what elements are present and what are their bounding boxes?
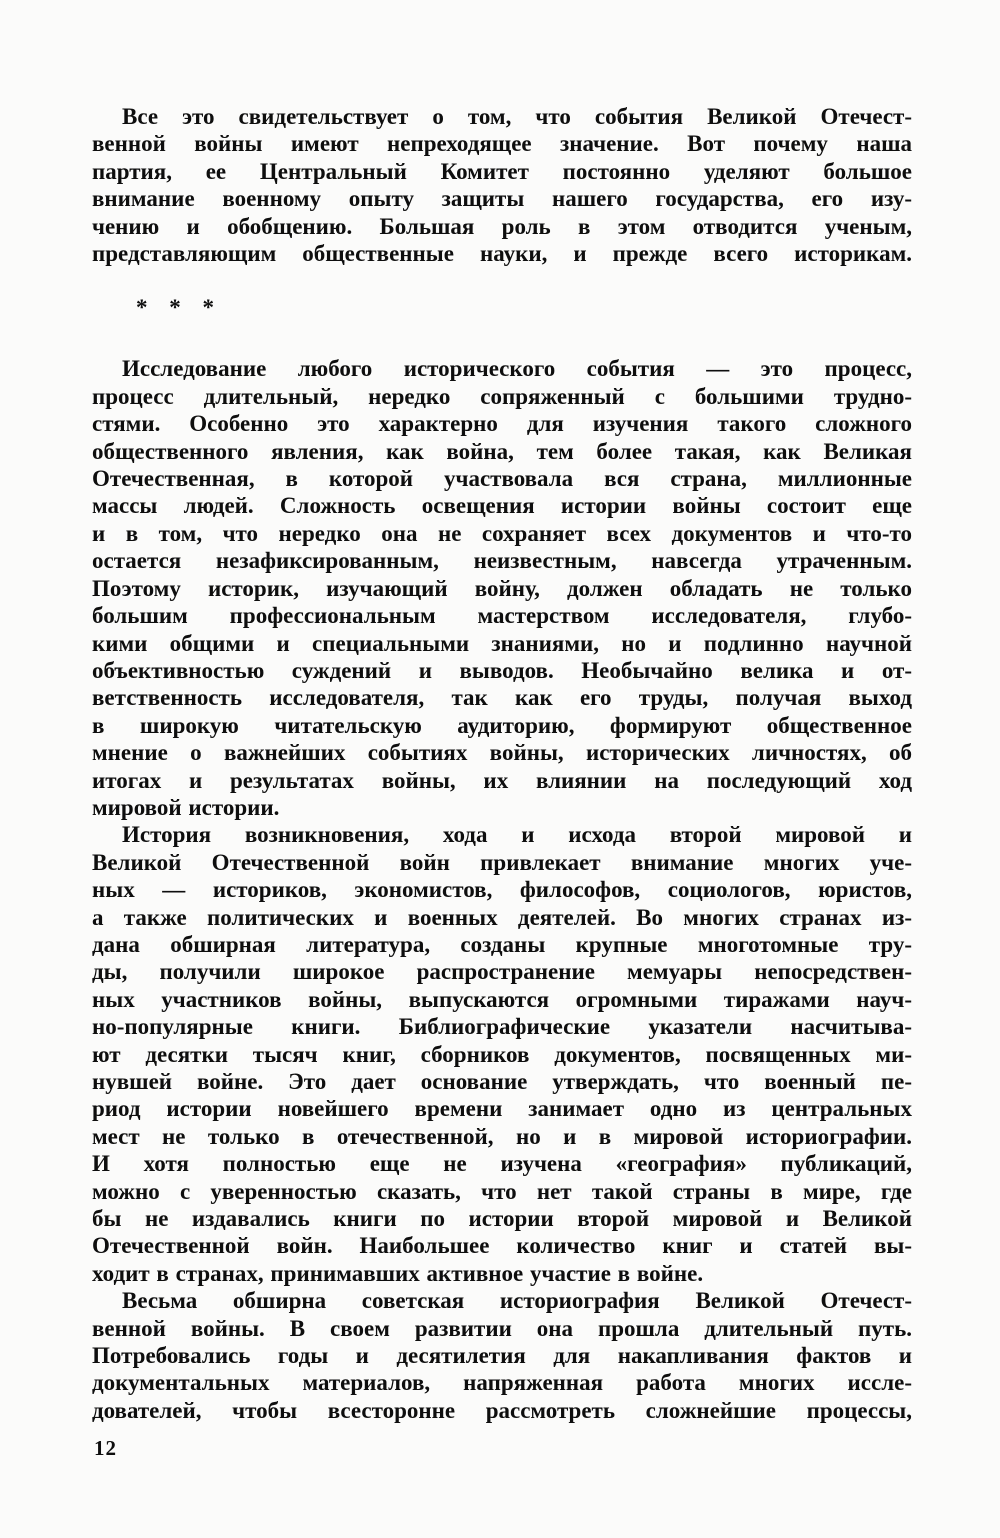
text-line: венной войны. В своем развитии она прошла длительный путь.	[92, 1315, 912, 1341]
text-line: процесс длительный, нередко сопряженный с большими трудно-	[92, 383, 912, 409]
paragraph-2	[92, 355, 912, 821]
text-line: внимание военному опыту защиты нашего государства, его изу-	[92, 186, 912, 212]
page-number: 12	[94, 1436, 117, 1460]
text-line: Великой Отечественной войн привлекает внимание многих уче-	[92, 849, 912, 875]
text-line: мест не только в отечественной, но и в мировой историографии.	[92, 1123, 912, 1149]
text-line: мировой истории.	[92, 794, 280, 820]
text-line: партия, ее Центральный Комитет постоянно уделяют большое	[92, 158, 912, 184]
text-line: венной войны имеют непреходящее значение. Вот почему наша	[92, 131, 912, 157]
text-line: кими общими и специальными знаниями, но и подлинно научной	[92, 630, 912, 656]
text-line: ных — историков, экономистов, философов, социологов, юристов,	[92, 877, 912, 903]
text-line: представляющим общественные науки, и прежде всего историкам.	[92, 241, 912, 267]
text-line: общественного явления, как война, тем более такая, как Великая	[92, 438, 912, 464]
paragraph-3	[92, 821, 912, 1287]
text-line: Потребовались годы и десятилетия для накапливания фактов и	[92, 1343, 912, 1369]
paragraph-1	[92, 103, 912, 267]
paragraph-4	[92, 1287, 912, 1424]
body-text	[92, 103, 912, 1424]
text-line: риод истории новейшего времени занимает одно из центральных	[92, 1096, 912, 1122]
text-line: а также политических и военных деятелей. Во многих странах из-	[92, 904, 912, 930]
text-line: можно с уверенностью сказать, что нет такой страны в мире, где	[92, 1178, 912, 1204]
section-separator: * * *	[136, 295, 215, 321]
text-line: остается незафиксированным, неизвестным, навсегда утраченным.	[92, 548, 912, 574]
text-line: И хотя полностью еще не изучена «география» публикаций,	[92, 1151, 912, 1177]
text-line: документальных материалов, напряженная работа многих иссле-	[92, 1370, 912, 1396]
text-line: ют десятки тысяч книг, сборников документов, посвященных ми-	[92, 1041, 912, 1067]
text-line: чению и обобщению. Большая роль в этом отводится ученым,	[92, 213, 912, 239]
text-line: стями. Особенно это характерно для изучения такого сложного	[92, 411, 912, 437]
text-line: ходит в странах, принимавших активное участие в войне.	[92, 1260, 704, 1286]
text-line: История возникновения, хода и исхода второй мировой и	[122, 822, 912, 848]
text-line: но-популярные книги. Библиографические указатели насчитыва-	[92, 1014, 912, 1040]
text-line: ды, получили широкое распространение мемуары непосредствен-	[92, 959, 912, 985]
text-line: итогах и результатах войны, их влиянии на последующий ход	[92, 767, 912, 793]
text-line: Отечественной войн. Наибольшее количество книг и статей вы-	[92, 1233, 912, 1259]
text-line: большим профессиональным мастерством исследователя, глубо-	[92, 603, 912, 629]
text-line: Исследование любого исторического события — это процесс,	[122, 356, 912, 382]
text-line: в широкую читательскую аудиторию, формируют общественное	[92, 712, 912, 738]
text-line: Поэтому историк, изучающий войну, должен обладать не только	[92, 575, 912, 601]
text-line: массы людей. Сложность освещения истории войны состоит еще	[92, 493, 912, 519]
text-line: Весьма обширна советская историография Великой Отечест-	[122, 1288, 912, 1314]
text-line: Все это свидетельствует о том, что события Великой Отечест-	[122, 104, 912, 129]
text-line: Отечественная, в которой участвовала вся страна, миллионные	[92, 466, 912, 492]
text-line: дователей, чтобы всесторонне рассмотреть сложнейшие процессы,	[92, 1397, 912, 1423]
text-line: ных участников войны, выпускаются огромными тиражами науч-	[92, 986, 912, 1012]
text-line: нувшей войне. Это дает основание утверждать, что военный пе-	[92, 1069, 912, 1094]
text-line: дана обширная литература, созданы крупные многотомные тру-	[92, 931, 912, 957]
text-line: объективностью суждений и выводов. Необычайно велика и от-	[92, 657, 912, 683]
text-line: бы не издавались книги по истории второй мировой и Великой	[92, 1206, 912, 1232]
text-line: и в том, что нередко она не сохраняет всех документов и что-то	[92, 520, 912, 546]
text-line: мнение о важнейших событиях войны, исторических личностях, об	[92, 740, 912, 766]
text-line: ветственность исследователя, так как его труды, получая выход	[92, 685, 912, 711]
